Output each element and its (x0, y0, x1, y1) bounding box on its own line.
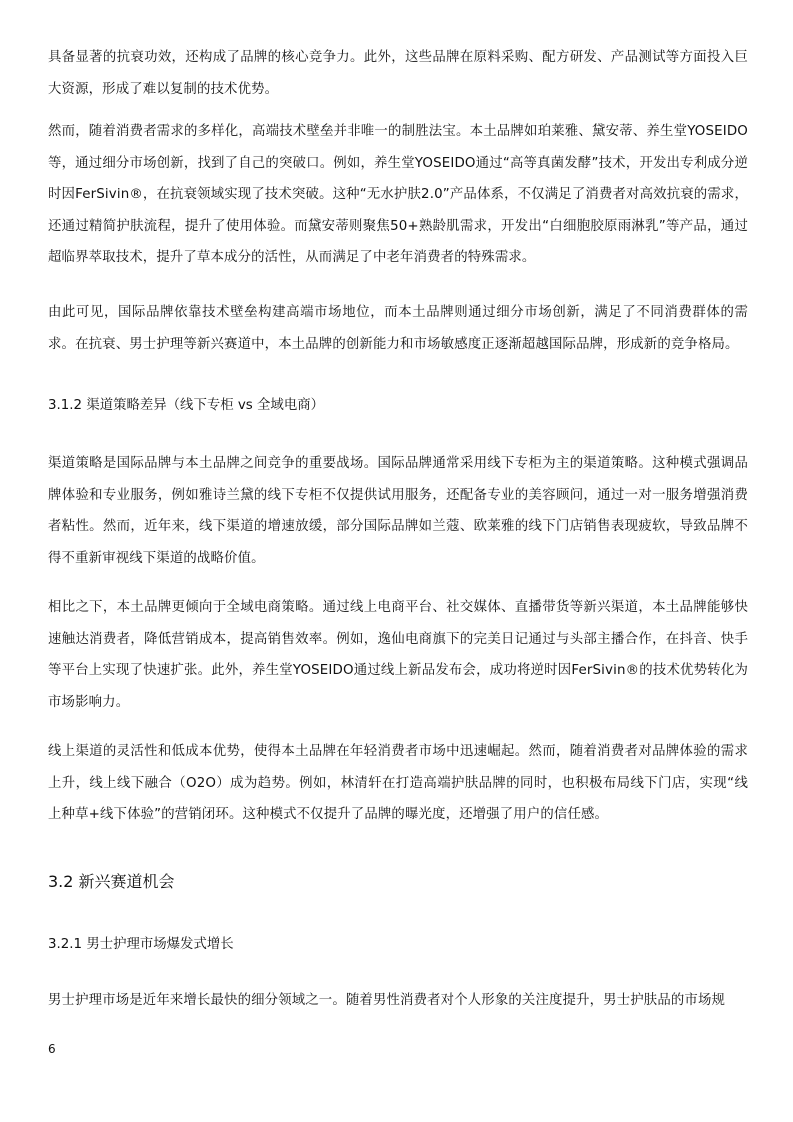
paragraph: 然而，随着消费者需求的多样化，高端技术壁垒并非唯一的制胜法宝。本土品牌如珀莱雅、黛安蒂、养生堂YOSEIDO等，通过细分市场创新，找到了自己的突破口。例如，养生堂YOSEIDO通过“高等真菌发酵”技术，开发出专利成分逆时因FerSivin®，在抗衰领域实现了技术突破。这种“无水护肤2.0”产品体系，不仅满足了消费者对高效抗衰的需求，还通过精简护肤流程，提升了使用体验。而黛安蒂则聚焦50+熟龄肌需求，开发出“白细胞胶原雨淋乳”等产品，通过超临界萃取技术，提升了草本成分的活性，从而满足了中老年消费者的特殊需求。 (48, 124, 748, 265)
paragraph: 由此可见，国际品牌依靠技术壁垒构建高端市场地位，而本土品牌则通过细分市场创新，满足了不同消费群体的需求。在抗衰、男士护理等新兴赛道中，本土品牌的创新能力和市场敏感度正逐渐超越国际品牌，形成新的竞争格局。 (48, 305, 748, 352)
paragraph: 相比之下，本土品牌更倾向于全域电商策略。通过线上电商平台、社交媒体、直播带货等新兴渠道，本土品牌能够快速触达消费者，降低营销成本，提高销售效率。例如，逸仙电商旗下的完美日记通过与头部主播合作，在抖音、快手等平台上实现了快速扩张。此外，养生堂YOSEIDO通过线上新品发布会，成功将逆时因FerSivin®的技术优势转化为市场影响力。 (48, 600, 748, 710)
paragraph: 具备显著的抗衰功效，还构成了品牌的核心竞争力。此外，这些品牌在原料采购、配方研发、产品测试等方面投入巨大资源，形成了难以复制的技术优势。 (48, 50, 748, 97)
section-heading-3-2-1: 3.2.1 男士护理市场爆发式增长 (48, 937, 234, 952)
paragraph: 渠道策略是国际品牌与本土品牌之间竞争的重要战场。国际品牌通常采用线下专柜为主的渠道策略。这种模式强调品牌体验和专业服务，例如雅诗兰黛的线下专柜不仅提供试用服务，还配备专业的美容顾问，通过一对一服务增强消费者粘性。然而，近年来，线下渠道的增速放缓，部分国际品牌如兰蔻、欧莱雅的线下门店销售表现疲软，导致品牌不得不重新审视线下渠道的战略价值。 (48, 456, 748, 566)
paragraph: 男士护理市场是近年来增长最快的细分领域之一。随着男性消费者对个人形象的关注度提升，男士护肤品的市场规 (48, 993, 726, 1008)
page-number: 6 (48, 1042, 56, 1056)
section-heading-3-2: 3.2 新兴赛道机会 (48, 872, 175, 891)
paragraph: 线上渠道的灵活性和低成本优势，使得本土品牌在年轻消费者市场中迅速崛起。然而，随着消费者对品牌体验的需求上升，线上线下融合（O2O）成为趋势。例如，林清轩在打造高端护肤品牌的同时，也积极布局线下门店，实现“线上种草+线下体验”的营销闭环。这种模式不仅提升了品牌的曝光度，还增强了用户的信任感。 (48, 744, 748, 822)
section-heading-3-1-2: 3.1.2 渠道策略差异（线下专柜 vs 全域电商） (48, 398, 324, 413)
